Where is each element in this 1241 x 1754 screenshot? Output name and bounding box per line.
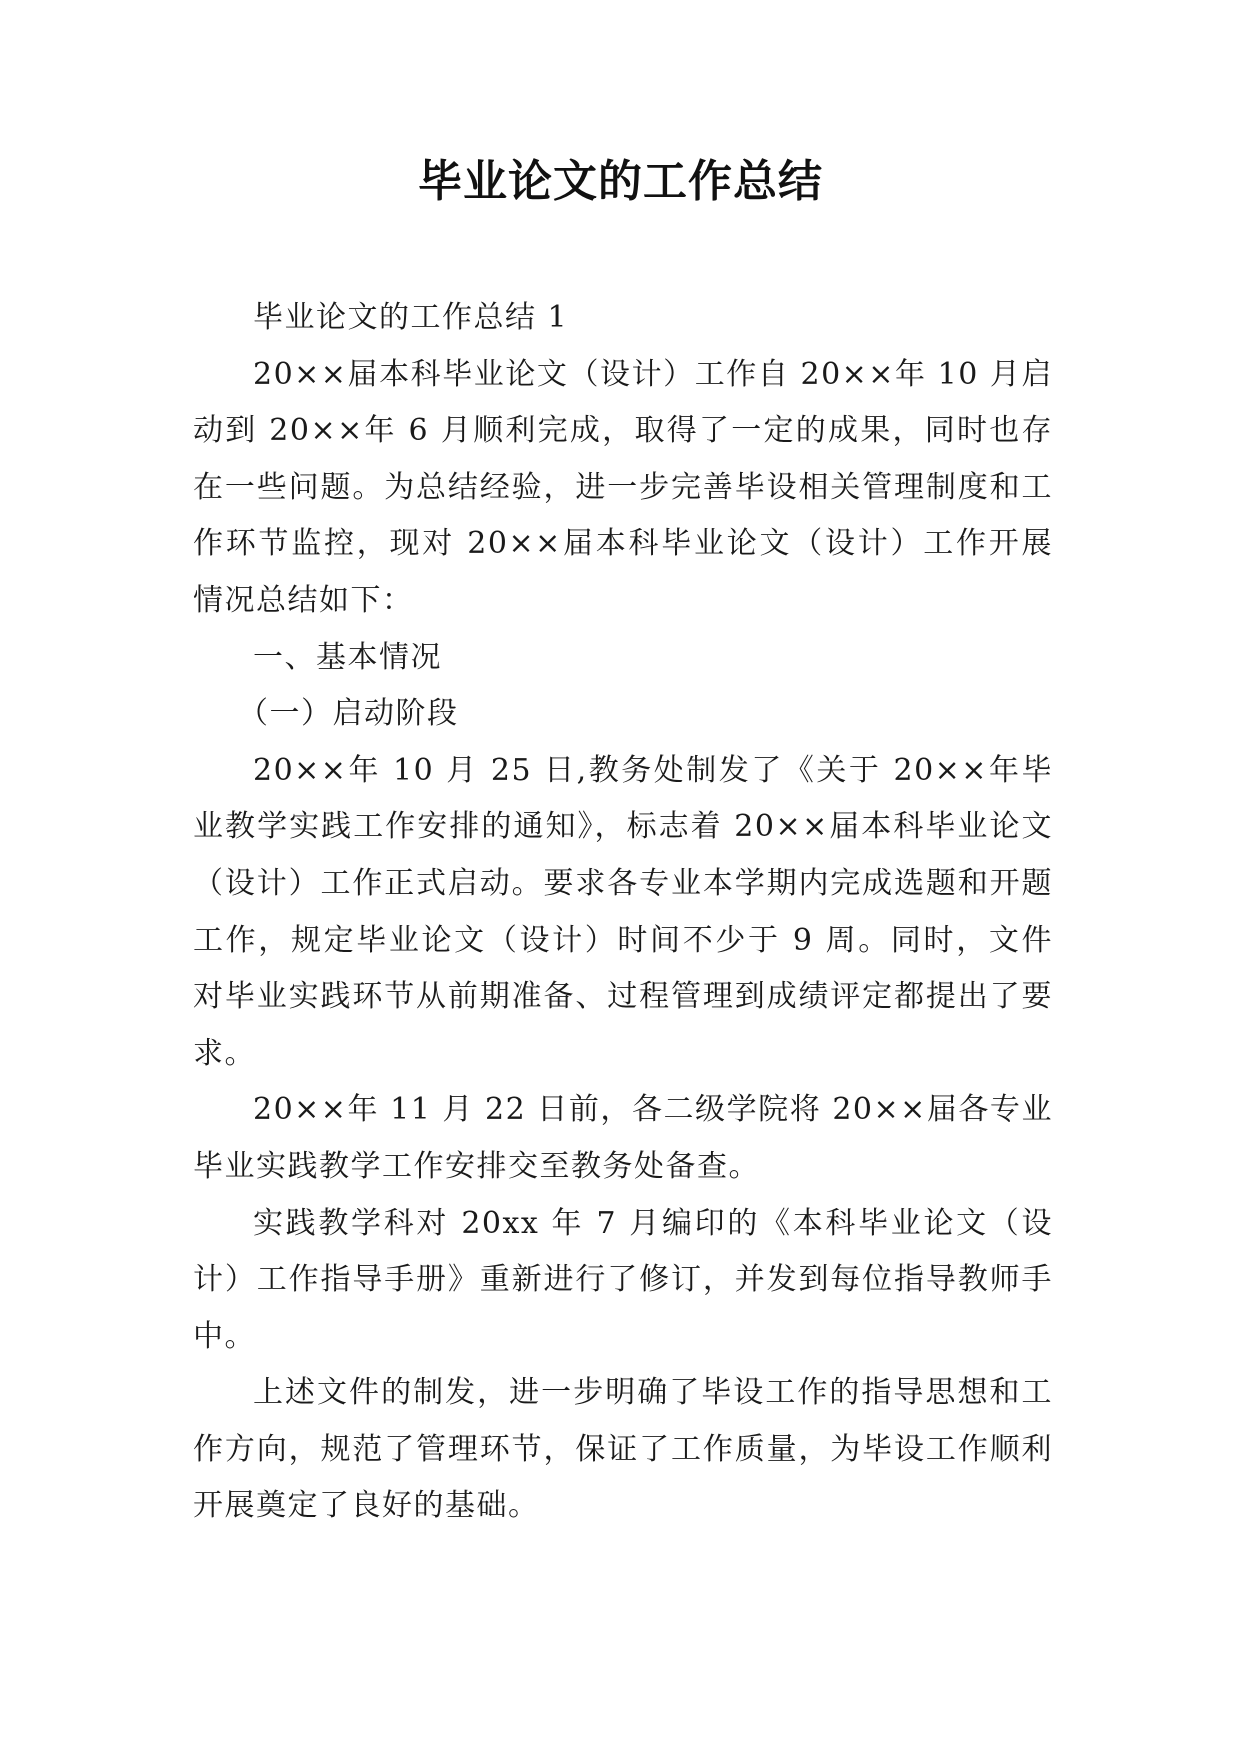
section-subtitle: 毕业论文的工作总结 1 (253, 300, 569, 335)
paragraph-deadline: 20××年 11 月 22 日前，各二级学院将 20××届各专业毕业实践教学工作安排交至教务处备查。 (193, 1092, 1053, 1184)
subsection-heading-startup: （一）启动阶段 (238, 696, 459, 732)
section-heading-basic: 一、基本情况 (253, 639, 442, 675)
document-title: 毕业论文的工作总结 (418, 156, 823, 207)
document-body (193, 290, 1053, 1535)
paragraph-notice: 20××年 10 月 25 日,教务处制发了《关于 20××年毕业教学实践工作安排的通知》，标志着 20××届本科毕业论文（设计）工作正式启动。要求各专业本学期内完成选题和开题工作，规定毕业论文（设计）时间不少于 9 周。同时，文件对毕业实践环节从前期准备、过程管理到成绩评定都提出了要求。 (193, 752, 1053, 1071)
paragraph-handbook: 实践教学科对 20xx 年 7 月编印的《本科毕业论文（设计）工作指导手册》重新进行了修订，并发到每位指导教师手中。 (193, 1205, 1053, 1354)
intro-paragraph: 20××届本科毕业论文（设计）工作自 20××年 10 月启动到 20××年 6 月顺利完成，取得了一定的成果，同时也存在一些问题。为总结经验，进一步完善毕设相关管理制度和工作环节监控，现对 20××届本科毕业论文（设计）工作开展情况总结如下： (193, 356, 1053, 618)
paragraph-summary: 上述文件的制发，进一步明确了毕设工作的指导思想和工作方向，规范了管理环节，保证了工作质量，为毕设工作顺利开展奠定了良好的基础。 (193, 1375, 1053, 1524)
